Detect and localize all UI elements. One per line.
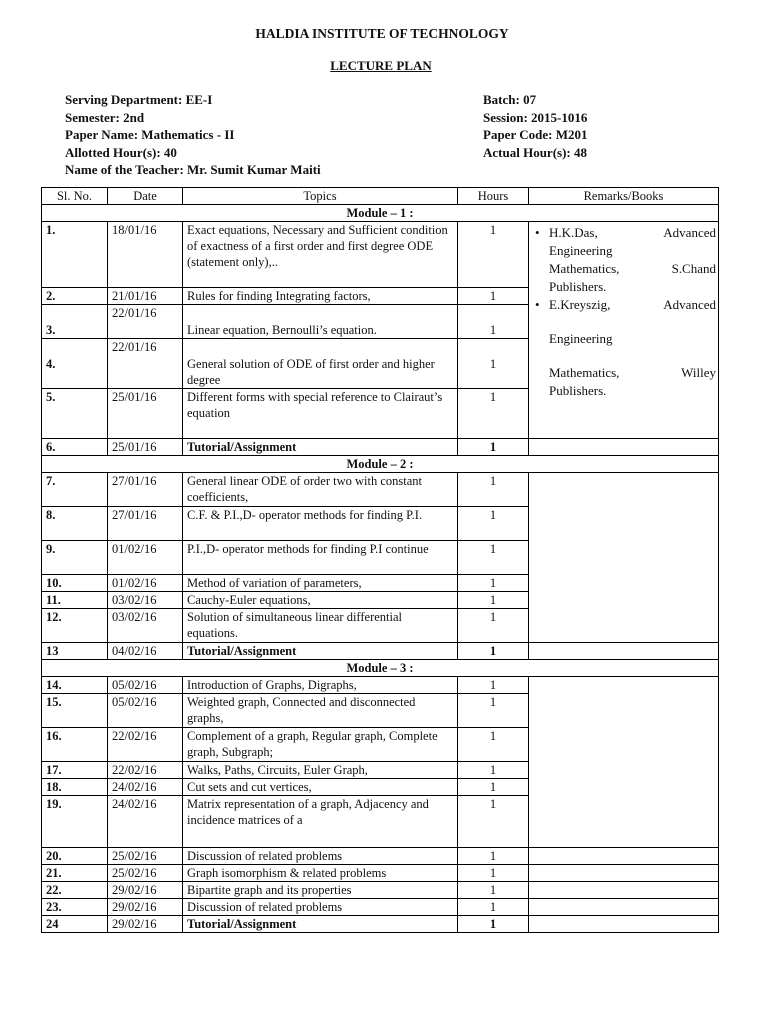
header-remarks: Remarks/Books bbox=[529, 188, 719, 205]
hours-cell: 1 bbox=[458, 882, 529, 899]
sl-no-cell: 13 bbox=[42, 643, 108, 660]
date-cell: 25/01/16 bbox=[108, 439, 183, 456]
hours-cell: 1 bbox=[458, 389, 529, 439]
lecture-plan-table bbox=[41, 187, 719, 933]
sl-no-cell: 17. bbox=[42, 762, 108, 779]
hours-cell: 1 bbox=[458, 507, 529, 541]
topic-cell: Bipartite graph and its properties bbox=[183, 882, 458, 899]
header-date: Date bbox=[108, 188, 183, 205]
sl-no-cell: 24 bbox=[42, 916, 108, 933]
module-row bbox=[42, 660, 719, 677]
topic-cell: Cut sets and cut vertices, bbox=[183, 779, 458, 796]
date-cell: 29/02/16 bbox=[108, 916, 183, 933]
sl-no-cell: 1. bbox=[42, 222, 108, 288]
sl-no-cell: 21. bbox=[42, 865, 108, 882]
sl-no-cell: 20. bbox=[42, 848, 108, 865]
topic-cell: Introduction of Graphs, Digraphs, bbox=[183, 677, 458, 694]
hours-cell: 1 bbox=[458, 694, 529, 728]
hours-cell: 1 bbox=[458, 916, 529, 933]
date-cell: 22/01/16 bbox=[108, 339, 183, 389]
header-topics: Topics bbox=[183, 188, 458, 205]
hours-cell: 1 bbox=[458, 643, 529, 660]
hours-cell: 1 bbox=[458, 541, 529, 575]
table-row bbox=[42, 848, 719, 865]
sl-no-cell: 5. bbox=[42, 389, 108, 439]
hours-cell: 1 bbox=[458, 899, 529, 916]
date-cell: 03/02/16 bbox=[108, 609, 183, 643]
sl-no-cell: 14. bbox=[42, 677, 108, 694]
actual-hours: Actual Hour(s): 48 bbox=[483, 144, 587, 160]
date-cell: 04/02/16 bbox=[108, 643, 183, 660]
date-cell: 22/02/16 bbox=[108, 762, 183, 779]
table-row bbox=[42, 439, 719, 456]
hours-cell: 1 bbox=[458, 677, 529, 694]
table-header-row bbox=[42, 188, 719, 205]
date-cell: 25/01/16 bbox=[108, 389, 183, 439]
date-cell: 01/02/16 bbox=[108, 541, 183, 575]
sl-no-cell: 22. bbox=[42, 882, 108, 899]
sl-no-cell: 7. bbox=[42, 473, 108, 507]
date-cell: 05/02/16 bbox=[108, 694, 183, 728]
header-hours: Hours bbox=[458, 188, 529, 205]
table-row bbox=[42, 882, 719, 899]
date-cell: 25/02/16 bbox=[108, 865, 183, 882]
sl-no-cell: 9. bbox=[42, 541, 108, 575]
remarks-books bbox=[529, 222, 719, 439]
teacher-name: Name of the Teacher: Mr. Sumit Kumar Maiti bbox=[65, 162, 321, 177]
meta-right bbox=[483, 91, 587, 161]
date-cell: 24/02/16 bbox=[108, 796, 183, 848]
date-cell: 29/02/16 bbox=[108, 899, 183, 916]
hours-cell: 1 bbox=[458, 865, 529, 882]
document-title: LECTURE PLAN bbox=[330, 58, 432, 73]
paper-name: Paper Name: Mathematics - II bbox=[65, 127, 235, 142]
topic-cell: Complement of a graph, Regular graph, Complete graph, Subgraph; bbox=[183, 728, 458, 762]
hours-cell: 1 bbox=[458, 779, 529, 796]
module-3-heading: Module – 3 : bbox=[42, 660, 719, 677]
remarks-cell bbox=[529, 916, 719, 933]
sl-no-cell: 15. bbox=[42, 694, 108, 728]
remarks-cell bbox=[529, 643, 719, 660]
topic-cell: Exact equations, Necessary and Sufficient condition of exactness of a first order and first degree ODE (statement only),.. bbox=[183, 222, 458, 288]
topic-cell: Linear equation, Bernoulli’s equation. bbox=[183, 305, 458, 339]
remarks-cell bbox=[529, 439, 719, 456]
date-cell: 18/01/16 bbox=[108, 222, 183, 288]
book-hkdas: • H.K.Das, Advanced Engineering Mathematics, S.Chand Publishers. bbox=[535, 224, 716, 296]
hours-cell: 1 bbox=[458, 222, 529, 288]
hours-cell: 1 bbox=[458, 848, 529, 865]
sl-no-cell: 10. bbox=[42, 575, 108, 592]
sl-no-cell: 12. bbox=[42, 609, 108, 643]
sl-no-cell: 23. bbox=[42, 899, 108, 916]
remarks-cell bbox=[529, 882, 719, 899]
date-cell: 22/01/16 bbox=[108, 305, 183, 339]
date-cell: 22/02/16 bbox=[108, 728, 183, 762]
topic-cell: Discussion of related problems bbox=[183, 899, 458, 916]
sl-no-cell: 16. bbox=[42, 728, 108, 762]
date-cell: 24/02/16 bbox=[108, 779, 183, 796]
hours-cell: 1 bbox=[458, 728, 529, 762]
module-2-heading: Module – 2 : bbox=[42, 456, 719, 473]
sl-no-cell: 4. bbox=[42, 339, 108, 389]
topic-cell: Rules for finding Integrating factors, bbox=[183, 288, 458, 305]
date-cell: 01/02/16 bbox=[108, 575, 183, 592]
sl-no-cell: 3. bbox=[42, 305, 108, 339]
sl-no-cell: 18. bbox=[42, 779, 108, 796]
date-cell: 29/02/16 bbox=[108, 882, 183, 899]
table-row bbox=[42, 899, 719, 916]
topic-cell: Cauchy-Euler equations, bbox=[183, 592, 458, 609]
topic-cell: Weighted graph, Connected and disconnected graphs, bbox=[183, 694, 458, 728]
table-row bbox=[42, 473, 719, 507]
sl-no-cell: 2. bbox=[42, 288, 108, 305]
hours-cell: 1 bbox=[458, 575, 529, 592]
topic-cell: General linear ODE of order two with constant coefficients, bbox=[183, 473, 458, 507]
table-row bbox=[42, 222, 719, 288]
hours-cell: 1 bbox=[458, 762, 529, 779]
batch: Batch: 07 bbox=[483, 92, 537, 107]
remarks-module-3 bbox=[529, 677, 719, 848]
topic-cell: Different forms with special reference to Clairaut’s equation bbox=[183, 389, 458, 439]
header-sl: Sl. No. bbox=[42, 188, 108, 205]
hours-cell: 1 bbox=[458, 305, 529, 339]
date-cell: 27/01/16 bbox=[108, 507, 183, 541]
date-cell: 25/02/16 bbox=[108, 848, 183, 865]
table-row bbox=[42, 865, 719, 882]
topic-cell: Tutorial/Assignment bbox=[183, 916, 458, 933]
topic-cell: Solution of simultaneous linear differential equations. bbox=[183, 609, 458, 643]
table-row bbox=[42, 677, 719, 694]
sl-no-cell: 6. bbox=[42, 439, 108, 456]
topic-cell: Tutorial/Assignment bbox=[183, 439, 458, 456]
sl-no-cell: 11. bbox=[42, 592, 108, 609]
serving-department: Serving Department: EE-I bbox=[65, 92, 213, 107]
date-cell: 05/02/16 bbox=[108, 677, 183, 694]
hours-cell: 1 bbox=[458, 609, 529, 643]
module-row bbox=[42, 456, 719, 473]
topic-cell: Matrix representation of a graph, Adjacency and incidence matrices of a bbox=[183, 796, 458, 848]
remarks-cell bbox=[529, 899, 719, 916]
table-row bbox=[42, 643, 719, 660]
topic-cell: Method of variation of parameters, bbox=[183, 575, 458, 592]
meta-left bbox=[65, 91, 321, 179]
topic-cell: C.F. & P.I.,D- operator methods for finding P.I. bbox=[183, 507, 458, 541]
hours-cell: 1 bbox=[458, 592, 529, 609]
hours-cell: 1 bbox=[458, 796, 529, 848]
hours-cell: 1 bbox=[458, 473, 529, 507]
session: Session: 2015-1016 bbox=[483, 109, 588, 125]
date-cell: 21/01/16 bbox=[108, 288, 183, 305]
table-row bbox=[42, 916, 719, 933]
semester: Semester: 2nd bbox=[65, 109, 145, 125]
topic-cell: P.I.,D- operator methods for finding P.I continue bbox=[183, 541, 458, 575]
date-cell: 27/01/16 bbox=[108, 473, 183, 507]
topic-cell: Tutorial/Assignment bbox=[183, 643, 458, 660]
module-1-heading: Module – 1 : bbox=[42, 205, 719, 222]
hours-cell: 1 bbox=[458, 339, 529, 389]
hours-cell: 1 bbox=[458, 439, 529, 456]
remarks-module-2 bbox=[529, 473, 719, 643]
topic-cell: General solution of ODE of first order and higher degree bbox=[183, 339, 458, 389]
institute-name: HALDIA INSTITUTE OF TECHNOLOGY bbox=[255, 26, 509, 41]
sl-no-cell: 8. bbox=[42, 507, 108, 541]
date-cell: 03/02/16 bbox=[108, 592, 183, 609]
remarks-cell bbox=[529, 848, 719, 865]
book-kreyszig: • E.Kreyszig, Advanced Engineering Mathematics, Willey Publishers. bbox=[535, 296, 716, 400]
allotted-hours: Allotted Hour(s): 40 bbox=[65, 144, 177, 160]
topic-cell: Walks, Paths, Circuits, Euler Graph, bbox=[183, 762, 458, 779]
module-row bbox=[42, 205, 719, 222]
topic-cell: Graph isomorphism & related problems bbox=[183, 865, 458, 882]
hours-cell: 1 bbox=[458, 288, 529, 305]
topic-cell: Discussion of related problems bbox=[183, 848, 458, 865]
remarks-cell bbox=[529, 865, 719, 882]
paper-code: Paper Code: M201 bbox=[483, 127, 588, 142]
sl-no-cell: 19. bbox=[42, 796, 108, 848]
